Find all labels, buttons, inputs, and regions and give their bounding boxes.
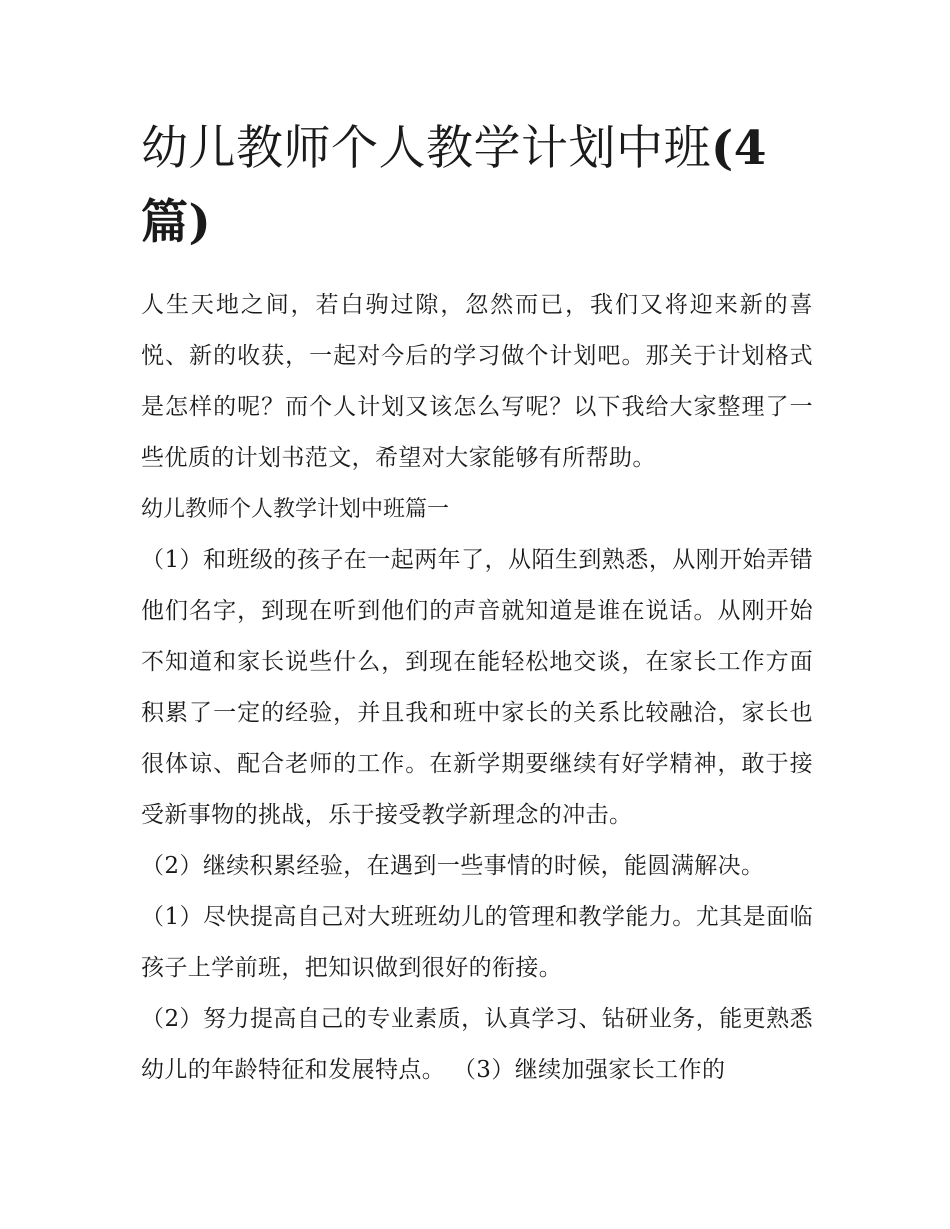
document-page — [141, 112, 813, 1096]
intro-paragraph: 人生天地之间，若白驹过隙，忽然而已，我们又将迎来新的喜悦、新的收获，一起对今后的学习做个计划吧。那关于计划格式是怎样的呢？而个人计划又该怎么写呢？以下我给大家整理了一些优质的计划书范文，希望对大家能够有所帮助。 — [141, 292, 813, 471]
document-body — [141, 280, 813, 1096]
section-heading: 幼儿教师个人教学计划中班篇一 — [141, 497, 450, 522]
document-title — [141, 112, 813, 260]
title-main: 幼儿教师个人教学计划中班 — [141, 121, 711, 176]
body-paragraph: （2）努力提高自己的专业素质，认真学习、钻研业务，能更熟悉幼儿的年龄特征和发展特点。 （3）继续加强家长工作的 — [141, 1006, 813, 1083]
body-paragraph: （1）尽快提高自己对大班班幼儿的管理和教学能力。尤其是面临孩子上学前班，把知识做到很好的衔接。 — [141, 904, 813, 981]
body-paragraph: （1）和班级的孩子在一起两年了，从陌生到熟悉，从刚开始弄错他们名字，到现在听到他们的声音就知道是谁在说话。从刚开始不知道和家长说些什么，到现在能轻松地交谈，在家长工作方面积累了一定的经验，并且我和班中家长的关系比较融洽，家长也很体谅、配合老师的工作。在新学期要继续有好学精神，敢于接受新事物的挑战，乐于接受教学新理念的冲击。 — [141, 547, 813, 828]
body-paragraph: （2）继续积累经验，在遇到一些事情的时候，能圆满解决。 — [141, 853, 765, 879]
title-suffix: (4篇) — [141, 121, 767, 250]
